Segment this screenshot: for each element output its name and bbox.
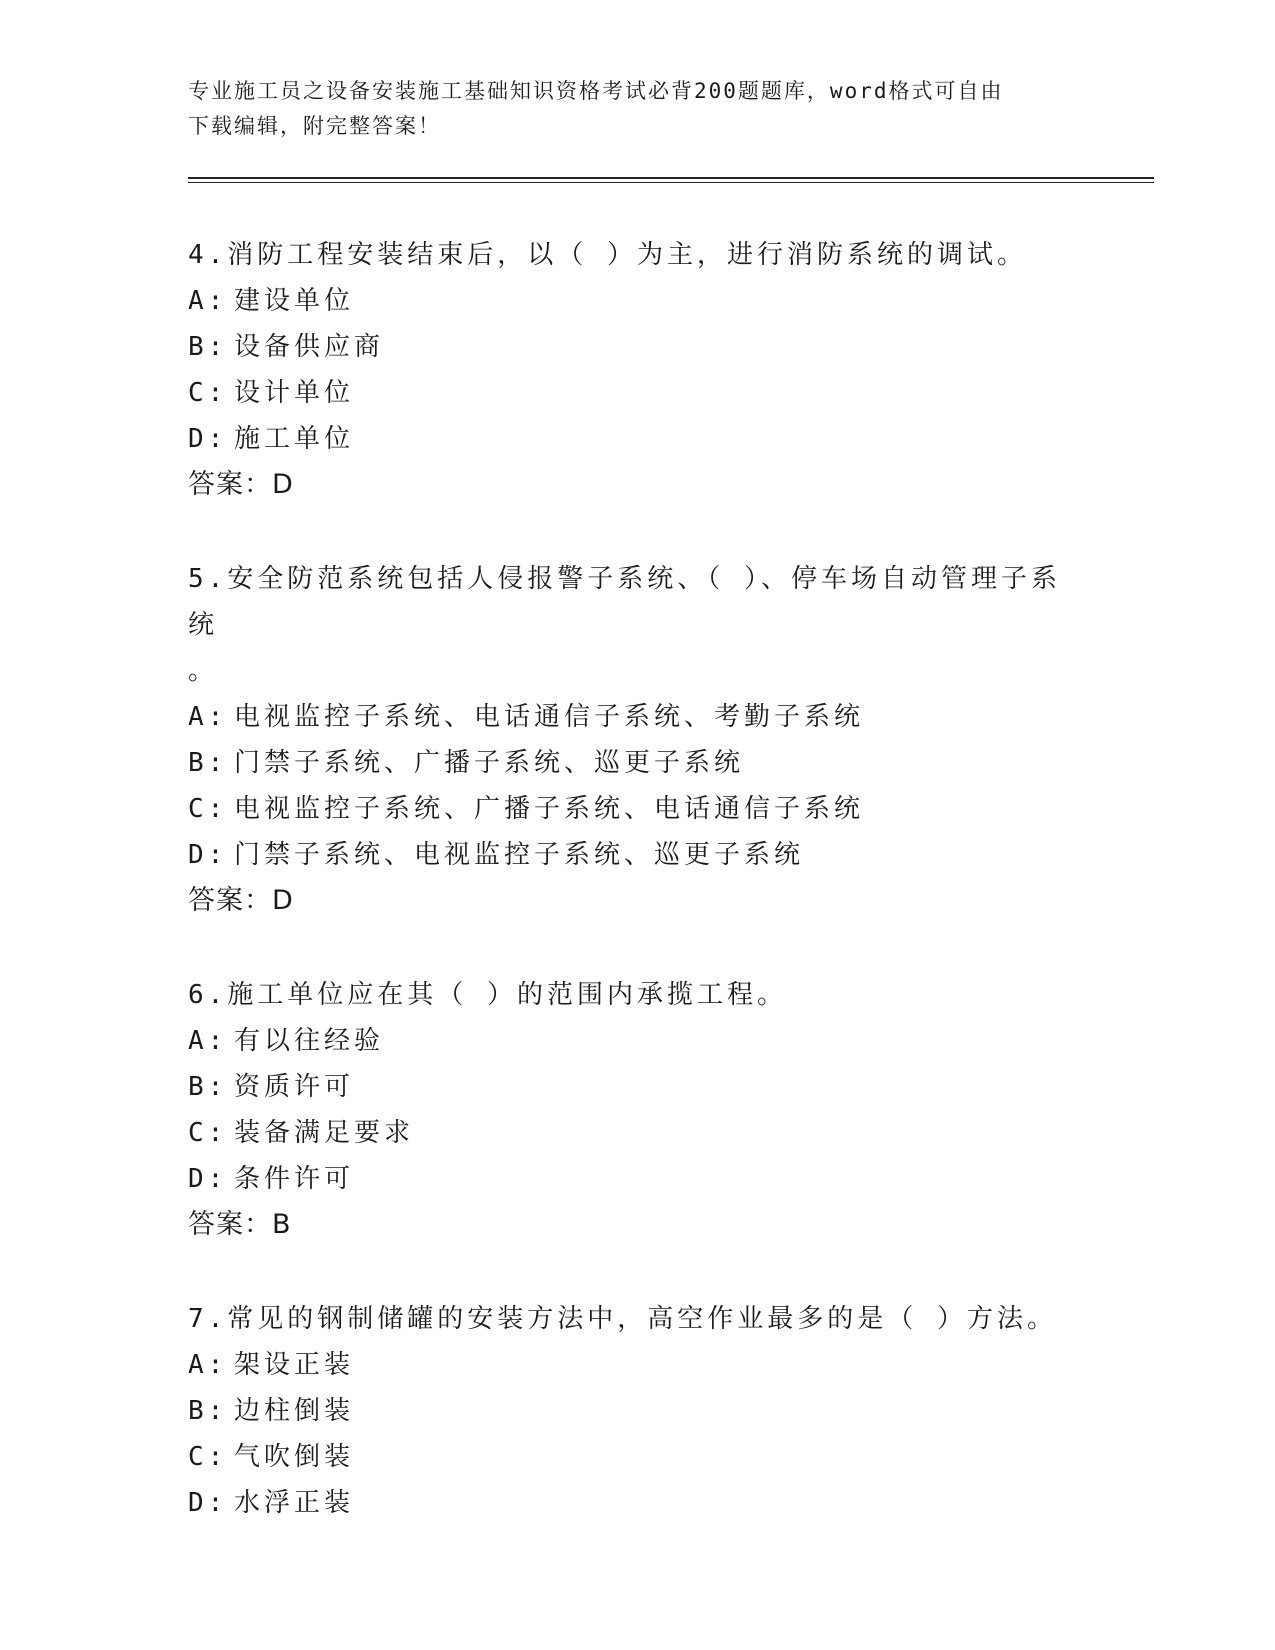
option-b [188,1064,1088,1110]
question-stem: 7.常见的钢制储罐的安装方法中，高空作业最多的是（ ）方法。 [188,1304,1057,1334]
option-text: 资质许可 [234,1072,355,1102]
header-title-line-2: 下载编辑，附完整答案！ [188,114,441,138]
option-key: C: [188,794,228,824]
option-a [188,1342,1088,1388]
question-stem: 5.安全防范系统包括人侵报警子系统、（ ）、停车场自动管理子系统 。 [188,564,1061,686]
option-a [188,694,1088,740]
option-d [188,416,1088,462]
option-key: A: [188,702,228,732]
question-5 [188,556,1088,924]
option-b [188,1388,1088,1434]
option-key: A: [188,286,228,316]
option-key: C: [188,1118,228,1148]
question-list [188,232,1088,1574]
option-text: 条件许可 [234,1164,355,1194]
option-b [188,324,1088,370]
option-key: B: [188,332,228,362]
option-key: D: [188,1488,228,1518]
option-text: 建设单位 [234,286,355,316]
option-text: 设计单位 [234,378,355,408]
option-d [188,832,1088,878]
answer-line: 答案：B [188,1209,292,1240]
option-text: 门禁子系统、电视监控子系统、巡更子系统 [234,840,805,870]
answer-line: 答案：D [188,885,294,916]
header-title-line-1: 专业施工员之设备安装施工基础知识资格考试必背200题题库，word格式可自由 [188,79,1004,103]
question-6 [188,972,1088,1248]
option-text: 电视监控子系统、电话通信子系统、考勤子系统 [234,702,865,732]
option-key: B: [188,1396,228,1426]
option-text: 架设正装 [234,1350,355,1380]
option-b [188,740,1088,786]
option-text: 施工单位 [234,424,355,454]
question-stem: 6.施工单位应在其（ ）的范围内承揽工程。 [188,980,787,1010]
question-4 [188,232,1088,508]
option-c [188,1434,1088,1480]
option-text: 气吹倒装 [234,1442,355,1472]
option-text: 门禁子系统、广播子系统、巡更子系统 [234,748,745,778]
option-text: 边柱倒装 [234,1396,355,1426]
answer-line: 答案：D [188,469,294,500]
option-c [188,370,1088,416]
option-a [188,278,1088,324]
question-stem: 4.消防工程安装结束后，以（ ）为主，进行消防系统的调试。 [188,240,1027,270]
option-key: A: [188,1350,228,1380]
option-key: C: [188,378,228,408]
option-a [188,1018,1088,1064]
option-text: 有以往经验 [234,1026,385,1056]
option-text: 水浮正装 [234,1488,355,1518]
option-key: B: [188,748,228,778]
option-text: 电视监控子系统、广播子系统、电话通信子系统 [234,794,865,824]
header-divider-thin [188,182,1154,183]
option-c [188,1110,1088,1156]
option-key: D: [188,840,228,870]
option-key: A: [188,1026,228,1056]
option-text: 装备满足要求 [234,1118,415,1148]
document-header [188,74,1068,144]
option-key: B: [188,1072,228,1102]
option-key: D: [188,1164,228,1194]
header-divider-thick [188,177,1154,179]
question-7 [188,1296,1088,1526]
option-d [188,1480,1088,1526]
option-text: 设备供应商 [234,332,385,362]
option-key: C: [188,1442,228,1472]
option-d [188,1156,1088,1202]
option-c [188,786,1088,832]
option-key: D: [188,424,228,454]
